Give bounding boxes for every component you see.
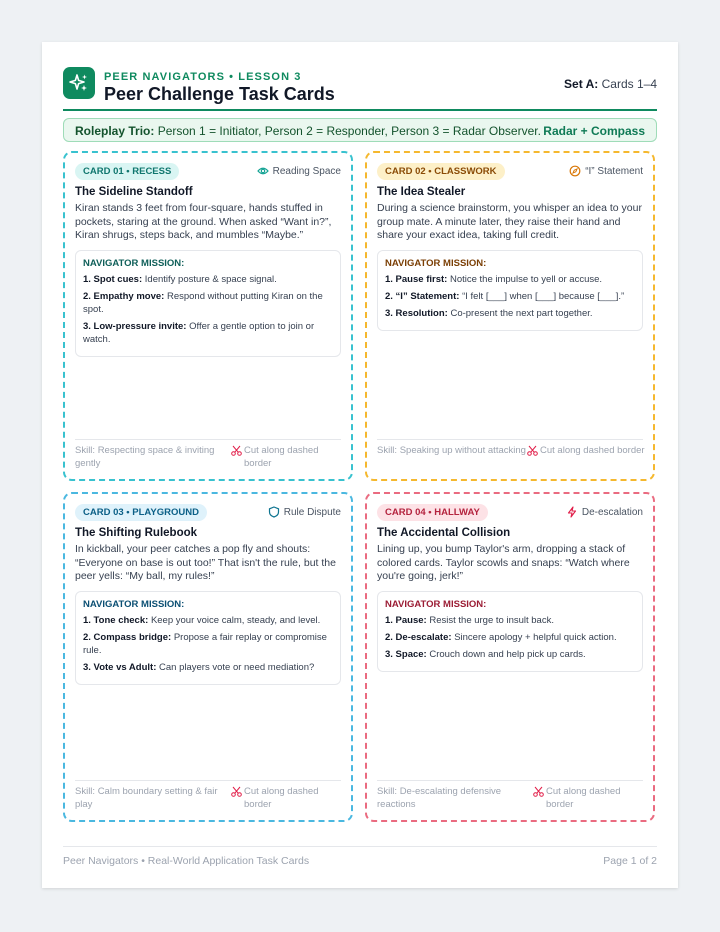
cut-instruction	[231, 444, 341, 470]
mission-step	[385, 631, 634, 644]
roleplay-banner	[63, 118, 657, 142]
eye-icon	[257, 165, 269, 177]
step-text: Sincere apology + helpful quick action.	[454, 632, 617, 643]
cut-label: Cut along dashed border	[546, 786, 621, 810]
card-title: The Shifting Rulebook	[75, 527, 198, 539]
cut-instruction	[527, 444, 645, 457]
navigator-mission	[75, 591, 341, 685]
step-text: Keep your voice calm, steady, and level.	[150, 615, 321, 626]
page-title: Peer Challenge Task Cards	[104, 84, 335, 104]
step-text: Identify posture & space signal.	[144, 274, 277, 285]
step-text: Crouch down and help pick up cards.	[429, 649, 586, 660]
card-tag-label: De-escalation	[581, 506, 643, 518]
card-tag	[257, 165, 341, 177]
mission-step	[385, 614, 634, 627]
card-tag-label: “I” Statement	[585, 165, 643, 177]
mission-step	[83, 273, 332, 286]
mission-step	[385, 307, 634, 320]
mission-step	[83, 320, 332, 346]
skill-label: Skill: De-escalating defensive reactions	[377, 786, 502, 810]
step-label: 1. Pause:	[385, 615, 427, 626]
cut-label: Cut along dashed border	[244, 445, 319, 469]
roleplay-text	[75, 124, 541, 138]
card-tag-label: Reading Space	[272, 165, 341, 177]
step-text: Respond without putting Kiran on the spot.	[83, 291, 323, 315]
scissors-icon	[533, 786, 544, 797]
card-pill: CARD 02 • CLASSWORK	[377, 163, 505, 180]
mission-heading: NAVIGATOR MISSION:	[83, 599, 185, 610]
step-label: 3. Vote vs Adult:	[83, 662, 157, 673]
page-number: Page 1 of 2	[603, 855, 657, 867]
mission-heading: NAVIGATOR MISSION:	[385, 599, 487, 610]
page-header	[63, 67, 657, 111]
navigator-mission	[377, 591, 643, 672]
set-label-value: Cards 1–4	[601, 77, 657, 91]
card-pill: CARD 01 • RECESS	[75, 163, 179, 180]
step-text: “I felt [___] when [___] because [___].”	[462, 291, 625, 302]
mission-heading: NAVIGATOR MISSION:	[83, 258, 185, 269]
task-card-3	[63, 492, 353, 822]
step-text: Notice the impulse to yell or accuse.	[449, 274, 603, 285]
step-label: 2. Empathy move:	[83, 291, 165, 302]
roleplay-description: Person 1 = Initiator, Person 2 = Responder, Person 3 = Radar Observer.	[157, 124, 541, 138]
step-label: 1. Pause first:	[385, 274, 448, 285]
mission-step	[385, 648, 634, 661]
step-label: 2. “I” Statement:	[385, 291, 460, 302]
cut-instruction	[231, 785, 341, 811]
roleplay-tools: Radar + Compass	[543, 124, 645, 138]
lightning-icon	[566, 506, 578, 518]
header-divider	[63, 109, 657, 111]
card-footer	[75, 439, 341, 469]
card-footer	[377, 780, 643, 810]
card-pill: CARD 04 • HALLWAY	[377, 504, 488, 521]
navigator-mission	[75, 250, 341, 357]
skill-label: Skill: Speaking up without attacking	[377, 445, 526, 456]
cut-instruction	[533, 785, 643, 811]
lesson-eyebrow: PEER NAVIGATORS • LESSON 3	[104, 71, 302, 83]
card-scenario: Lining up, you bump Taylor's arm, dropping a stack of colored cards. Taylor scowls and snaps: “Watch where you're going, jerk!”	[377, 543, 630, 582]
navigator-mission	[377, 250, 643, 331]
scissors-icon	[527, 445, 538, 456]
card-title: The Idea Stealer	[377, 186, 466, 198]
step-label: 1. Tone check:	[83, 615, 149, 626]
task-card-4	[365, 492, 655, 822]
card-scenario: Kiran stands 3 feet from four-square, hands stuffed in pockets, staring at the ground. When asked “Want in?”, Kiran shrugs, steps back, and mumbles “Maybe.”	[75, 202, 332, 241]
card-footer	[377, 439, 645, 456]
cut-label: Cut along dashed border	[244, 786, 319, 810]
task-card-1	[63, 151, 353, 481]
step-label: 3. Low-pressure invite:	[83, 321, 187, 332]
compass-icon	[569, 165, 581, 177]
card-scenario: During a science brainstorm, you whisper an idea to your group mate. A minute later, they raise their hand and share your exact idea, taking full credit.	[377, 202, 642, 241]
card-pill: CARD 03 • PLAYGROUND	[75, 504, 207, 521]
step-text: Resist the urge to insult back.	[429, 615, 554, 626]
worksheet-page	[42, 42, 678, 888]
step-label: 2. De-escalate:	[385, 632, 452, 643]
mission-heading: NAVIGATOR MISSION:	[385, 258, 487, 269]
skill-label: Skill: Calm boundary setting & fair play	[75, 786, 218, 810]
scissors-icon	[231, 786, 242, 797]
card-tag	[566, 506, 643, 518]
card-tag	[268, 506, 341, 518]
set-label	[564, 77, 657, 91]
mission-step	[385, 273, 634, 286]
card-footer	[75, 780, 341, 810]
card-scenario: In kickball, your peer catches a pop fly and shouts: “Everyone on base is out too!” That isn't the rule, but the peer yells: “My ball, my rules!”	[75, 543, 336, 582]
step-text: Propose a fair replay or compromise rule.	[83, 632, 327, 656]
step-text: Offer a gentle option to join or watch.	[83, 321, 315, 345]
mission-step	[83, 631, 332, 657]
mission-step	[83, 290, 332, 316]
mission-step	[83, 614, 332, 627]
card-title: The Accidental Collision	[377, 527, 511, 539]
scissors-icon	[231, 445, 242, 456]
page-footer	[63, 846, 657, 867]
step-label: 3. Space:	[385, 649, 427, 660]
task-card-2	[365, 151, 655, 481]
card-tag	[569, 165, 643, 177]
card-title: The Sideline Standoff	[75, 186, 193, 198]
step-text: Co-present the next part together.	[450, 308, 593, 319]
step-label: 2. Compass bridge:	[83, 632, 172, 643]
sparkle-logo-icon	[63, 67, 95, 99]
shield-icon	[268, 506, 280, 518]
set-label-key: Set A:	[564, 77, 599, 91]
step-label: 3. Resolution:	[385, 308, 448, 319]
step-text: Can players vote or need mediation?	[159, 662, 315, 673]
mission-step	[83, 661, 332, 674]
mission-step	[385, 290, 634, 303]
cut-label: Cut along dashed border	[540, 445, 645, 456]
step-label: 1. Spot cues:	[83, 274, 143, 285]
footer-title: Peer Navigators • Real-World Application Task Cards	[63, 855, 310, 867]
card-tag-label: Rule Dispute	[283, 506, 341, 518]
skill-label: Skill: Respecting space & inviting gently	[75, 445, 215, 469]
roleplay-label: Roleplay Trio:	[75, 124, 155, 138]
